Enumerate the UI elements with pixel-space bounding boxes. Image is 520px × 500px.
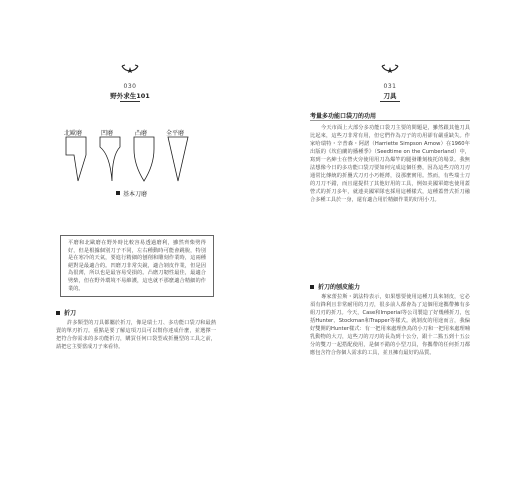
square-bullet-icon [310, 285, 314, 289]
right-page [260, 0, 520, 500]
page-number: 031 [383, 83, 397, 90]
page-title: 刀具 [383, 92, 397, 100]
heading-divider [310, 120, 470, 121]
paragraph-2: 專家蕾拉斯・凱法特表示，如果想要使用這種刀具來剝皮，它必須有鋒利且非常耐用的刀刃，很多前人都會為了這個用途攜帶擁有多組刀刃的折刀。今天，Case和Imperial等公司製造了好幾種折刀，包括Hunter、Stockman和Trapper等樣式。就剝皮的用途而言，我偏好雙開的Hunter樣式：有一把用來處理魚鳥的小刀和一把用來處理哺乳動物的大刀，這些刀的刀刃的長為到十公分，跟十二點五到十五公分的雙刀一起搭配使用，是個不錯的小型刀具，你攜帶的任何折刀都應包含符合你個人需求的工具，並且擁有最好的品質。 [310, 294, 470, 356]
square-bullet-icon [116, 191, 120, 195]
section-heading: 考量多功能口袋刀的功用 [310, 113, 377, 120]
grind-label-hollow: 凹磨 [100, 130, 113, 137]
figure-caption: 基本刀磨 [116, 189, 147, 198]
page-title: 野外求生101 [110, 92, 150, 100]
blade-grind-diagram [58, 135, 208, 185]
compass-emblem-icon [379, 60, 401, 82]
grind-label-convex: 凸磨 [134, 130, 147, 137]
page-number: 030 [123, 83, 137, 90]
title-divider [380, 101, 400, 102]
sidebar-box: 平磨和北歐磨在野外時比較容易透過磨利，雖然齊柴劈得好，但是根據個別刀子不同，左右種動時可能會跳脫，特別是在寒冷的天氣，要進行精細的刨削和雕刻作業時，這兩種絕對是最適合的。凹磨刀非常尖銳，適合剝皮作業，但是因為很薄，所以也是最容易受損的。凸磨刀韌性最佳，最適合劈柴，但在野外環境不易維護，這也就不那麼適合精細的作業的。 [60, 235, 214, 297]
flat-grind-shape [168, 137, 188, 181]
grind-label-scandi: 北歐磨 [63, 130, 82, 137]
section-heading-2: 折刀的刨皮能力 [310, 282, 360, 291]
paragraph-1: 今天市面上大部分多功能口袋刀主要的問題是，雖然跟其他刀具比起來，這些刀非常有用，但它們作為刀子的功用卻有嚴重缺失。作家哈瑞特・辛普森・阿諾（Harriette Simpson Arnow）在1960年出版的《坎伯蘭的播種季》（Seedtime on the Cumberland）中，寫到一名紳士在營火旁使用用刀為爆竿的腿發雕刻棱托的場景。我無法想像今日的多功能口袋刀要如何完成這個任務，因為這些刀的刀刃通常比傳統的折疊式刀刃小巧輕薄，沒那麼實用。然而，有些瑞士刀的刀刀不錯，而且還提供了其他好用的工具，例如美國軍總也使用蓋營式的折刀多年，就連美國軍隊也採用這種樣式，這種蓋營式折刀融合多種工具於一身，還有適合用於精細作業的好用小刀。 [310, 125, 470, 203]
title-divider [120, 101, 140, 102]
grind-label-flat: 全平磨 [165, 130, 184, 137]
section-paragraph: 許多類型的刀具都屬於折刀，像是瑞士刀、多功能口袋刀和最熱賣的單刃折刀。重點是要了解這項刀具可以幫你達成什麼，並選擇一把符合你需求的多功能折刀，購買任何口袋型或折疊型的工具之前，請把它主要當成刀子來看待。 [56, 320, 216, 350]
section-heading: 折刀 [56, 308, 76, 317]
scandi-grind-shape [66, 137, 86, 181]
convex-grind-shape [134, 137, 154, 181]
compass-emblem-icon [119, 60, 141, 82]
hollow-grind-shape [100, 137, 120, 181]
square-bullet-icon [56, 311, 60, 315]
